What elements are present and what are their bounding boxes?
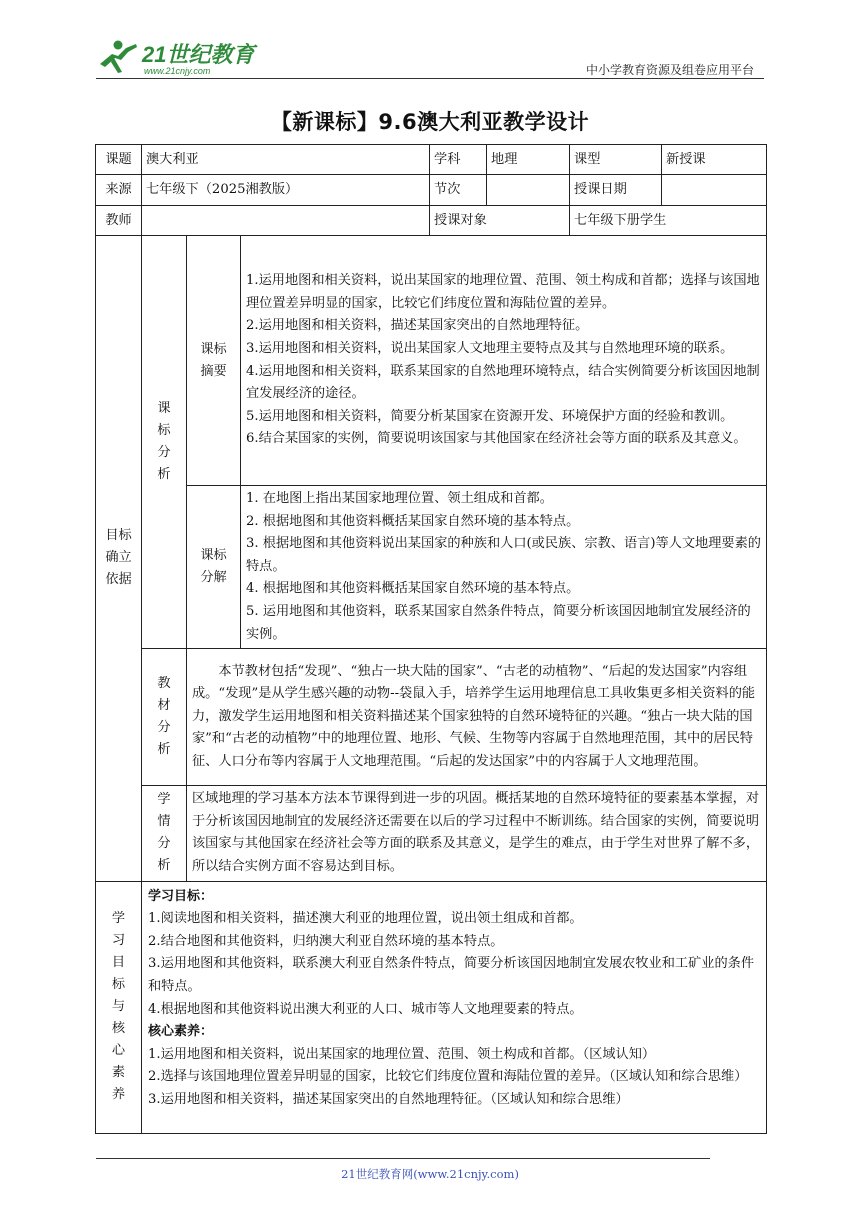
subject-label: 学科 [430,145,487,175]
summary-item: 2.运用地图和相关资料，描述某国家突出的自然地理特征。 [246,318,589,334]
learning-heading: 学习目标： [148,888,214,904]
learning-item: 3.运用地图和其他资料，联系澳大利亚自然条件特点，简要分析该国因地制宜发展农牧业和工矿业的条件和特点。 [148,956,755,994]
decomp-item: 5. 运用地图和其他资料，联系某国家自然条件特点，简要分析该国因地制宜发展经济的实例。 [246,603,751,642]
source-value: 七年级下（2025湘教版） [142,175,430,206]
textbook-analysis-content [187,649,767,786]
summary-item: 5.运用地图和相关资料，简要分析某国家在资源开发、环境保护方面的经验和教训。 [246,408,734,424]
core-item: 1.运用地图和相关资料，说出某国家的地理位置、范围、领土构成和首都。（区域认知） [148,1046,656,1062]
platform-name: 中小学教育资源及组卷应用平台 [585,63,754,77]
core-heading: 核心素养： [148,1024,214,1040]
audience-label: 授课对象 [430,206,570,236]
objectives-label: 学习目标与核心素养 [96,881,142,1133]
learning-item: 1.阅读地图和相关资料，描述澳大利亚的地理位置，说出领土组成和首都。 [148,911,583,927]
subject-value: 地理 [487,145,570,175]
textbook-analysis-text: 本节教材包括“发现”、“独占一块大陆的国家”、“古老的动植物”、“后起的发达国家”内容组成。“发现”是从学生感兴趣的动物--袋鼠入手，培养学生运用地理信息工具收集更多相关资料的能力，激发学生运用地图和相关资料描述某个国家独特的自然环境特征的兴趣。“独占一块大陆的国家”和“古老的动植物”中的地理位置、地形、气候、生物等内容属于自然地理范围，其中的居民特征、人口分布等内容属于人文地理范围。“后起的发达国家”中的内容属于人文地理范围。 [192,663,756,770]
student-analysis-label: 学情分析 [142,786,187,881]
learning-item: 4.根据地图和其他资料说出澳大利亚的人口、城市等人文地理要素的特点。 [148,1001,583,1017]
summary-label: 课标摘要 [187,236,241,486]
decomp-item: 4. 根据地图和其他资料概括某国家自然环境的基本特点。 [246,581,580,597]
decomp-content [241,486,767,649]
date-value [662,175,767,206]
decomp-label: 课标分解 [187,486,241,649]
lesson-plan-table [95,144,767,1134]
learning-item: 2.结合地图和其他资料，归纳澳大利亚自然环境的基本特点。 [148,933,504,949]
student-analysis-text: 区域地理的学习基本方法本节课得到进一步的巩固。概括某地的自然环境特征的要素基本掌握，对于分析该国因地制宜的发展经济还需要在以后的学习过程中不断训练。结合国家的实例，简要说明该国家与其他国家在经济社会等方面的联系及其意义，是学生的难点，由于学生对世界了解不多，所以结合实例方面不容易达到目标。 [192,791,760,874]
date-label: 授课日期 [570,175,662,206]
type-label: 课型 [570,145,662,175]
runner-icon [100,41,137,74]
course-value: 澳大利亚 [142,145,430,175]
page-title: 【新课标】9.6澳大利亚教学设计 [270,110,590,134]
decomp-item: 3. 根据地图和其他资料说出某国家的种族和人口(或民族、宗教、语言)等人文地理要素的特点。 [246,536,761,574]
summary-item: 4.运用地图和相关资料，联系某国家的自然地理环境特点，结合实例简要分析该国因地制宜发展经济的途径。 [246,363,760,402]
summary-content [241,236,767,486]
audience-value: 七年级下册学生 [570,206,767,236]
summary-item: 6.结合某国家的实例，简要说明该国家与其他国家在经济社会等方面的联系及其意义。 [246,431,747,447]
textbook-analysis-label: 教材分析 [142,649,187,786]
decomp-item: 1. 在地图上指出某国家地理位置、领土组成和首都。 [246,491,553,506]
site-logo [96,36,266,78]
objectives-content [142,881,767,1133]
teacher-value [142,206,430,236]
decomp-item: 2. 根据地图和其他资料概括某国家自然环境的基本特点。 [246,513,580,529]
summary-item: 3.运用地图和相关资料，说出某国家人文地理主要特点及其与自然地理环境的联系。 [246,340,734,356]
course-label: 课题 [96,145,142,175]
logo-url: www.21cnjy.com [144,66,211,76]
footer-text: 21世纪教育网(www.21cnjy.com) [341,1167,519,1181]
logo-text: 21世纪教育 [142,42,255,67]
summary-item: 1.运用地图和相关资料，说出某国家的地理位置、范围、领土构成和首都；选择与该国地理位置差异明显的国家，比较它们纬度位置和海陆位置的差异。 [246,273,760,311]
type-value: 新授课 [662,145,767,175]
basis-label: 目标确立依据 [96,236,142,882]
curriculum-analysis-label: 课标分析 [142,236,187,649]
session-label: 节次 [430,175,487,206]
footer-divider [96,1158,710,1159]
core-item: 3.运用地图和相关资料，描述某国家突出的自然地理特征。（区域认知和综合思维） [148,1091,629,1107]
student-analysis-content [187,786,767,881]
teacher-label: 教师 [96,206,142,236]
source-label: 来源 [96,175,142,206]
session-value [487,175,570,206]
header-divider [96,78,764,79]
core-item: 2.选择与该国地理位置差异明显的国家，比较它们纬度位置和海陆位置的差异。（区域认知和综合思维） [148,1069,748,1085]
